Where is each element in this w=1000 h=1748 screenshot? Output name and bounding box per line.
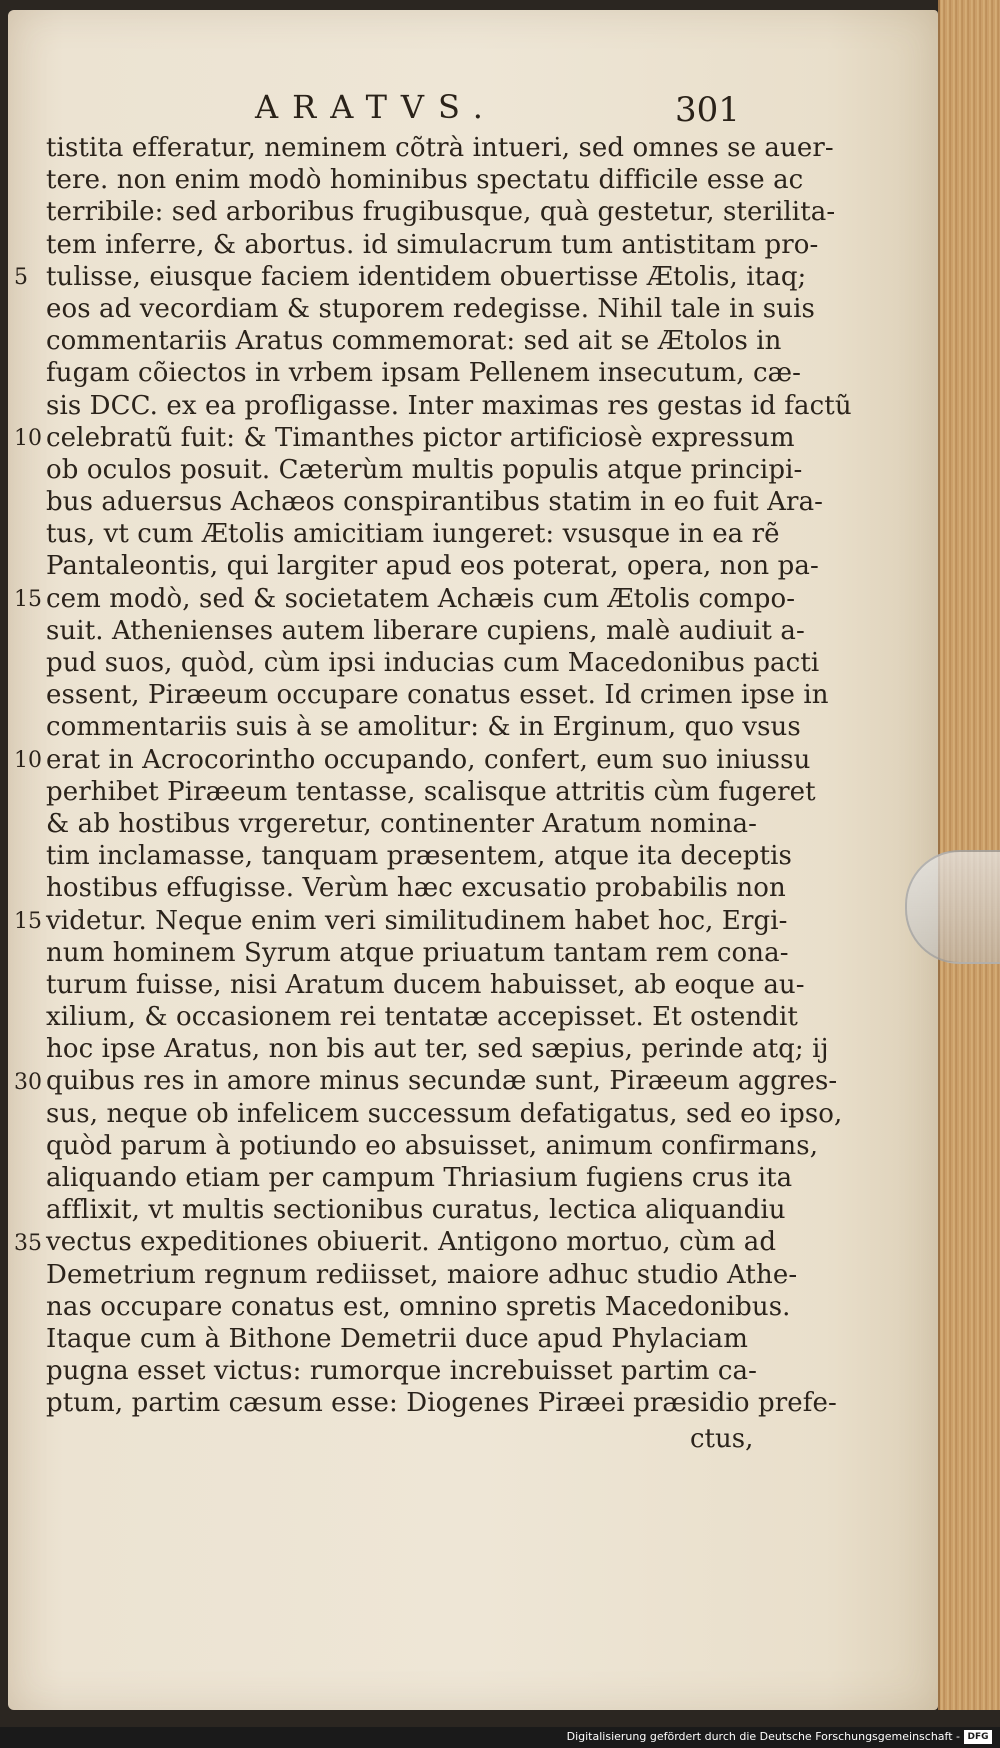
text-line: tem inferre, & abortus. id simulacrum tum antistitam pro-: [46, 229, 819, 260]
margin-number: 30: [14, 1069, 42, 1095]
text-line: & ab hostibus vrgeretur, continenter Aratum nomina-: [46, 808, 758, 839]
text-line: commentariis suis à se amolitur: & in Erginum, quo vsus: [46, 712, 801, 743]
text-line: ptum, partim cæsum esse: Diogenes Piræei præsidio prefe-: [46, 1388, 837, 1419]
text-line: sis DCC. ex ea profligasse. Inter maximas res gestas id factũ: [46, 390, 852, 421]
text-line: ob oculos posuit. Cæterùm multis populis atque principi-: [46, 454, 803, 485]
text-line: quòd parum à potiundo eo absuisset, animum confirmans,: [46, 1130, 819, 1161]
text-line: xilium, & occasionem rei tentatæ accepisset. Et ostendit: [46, 1002, 798, 1033]
text-line: fugam cõiectos in vrbem ipsam Pellenem insecutum, cæ-: [46, 358, 802, 389]
text-line: bus aduersus Achæos conspirantibus statim in eo fuit Ara-: [46, 487, 824, 518]
text-line: vectus expeditiones obiuerit. Antigono mortuo, cùm ad: [46, 1227, 777, 1258]
text-line: afflixit, vt multis sectionibus curatus, lectica aliquandiu: [46, 1195, 786, 1226]
text-line: commentariis Aratus commemorat: sed ait se Ætolos in: [46, 326, 782, 357]
text-line: cem modò, sed & societatem Achæis cum Ætolis compo-: [46, 583, 796, 614]
text-line: eos ad vecordiam & stuporem redegisse. Nihil tale in suis: [46, 293, 815, 324]
text-line: pugna esset victus: rumorque increbuisset partim ca-: [46, 1356, 758, 1387]
text-line: turum fuisse, nisi Aratum ducem habuisset, ab eoque au-: [46, 969, 805, 1000]
margin-number: 5: [14, 264, 28, 290]
page-number: 301: [675, 90, 740, 130]
text-line: hoc ipse Aratus, non bis aut ter, sed sæpius, perinde atq; ij: [46, 1034, 829, 1065]
text-line: tistita efferatur, neminem cõtrà intueri, sed omnes se auer-: [46, 133, 834, 163]
text-line: quibus res in amore minus secundæ sunt, Piræeum aggres-: [46, 1066, 838, 1097]
text-line: tulisse, eiusque faciem identidem obuertisse Ætolis, itaq;: [46, 261, 807, 292]
text-line: aliquando etiam per campum Thriasium fugiens crus ita: [46, 1163, 793, 1193]
text-line: Itaque cum à Bithone Demetrii duce apud Phylaciam: [46, 1323, 749, 1354]
text-line: videtur. Neque enim veri similitudinem habet hoc, Ergi-: [46, 905, 788, 936]
dfg-logo: DFG: [964, 1730, 992, 1744]
text-line: sus, neque ob infelicem successum defatigatus, sed eo ipso,: [46, 1098, 843, 1129]
text-line: Pantaleontis, qui largiter apud eos poterat, opera, non pa-: [46, 551, 819, 582]
catchword: ctus,: [690, 1424, 754, 1454]
text-line: hostibus effugisse. Verùm hæc excusatio probabilis non: [46, 873, 786, 904]
footer-credit: Digitalisierung gefördert durch die Deutsche Forschungsgemeinschaft -: [566, 1730, 960, 1743]
margin-number: 10: [14, 425, 42, 451]
margin-number: 10: [14, 747, 42, 773]
text-line: perhibet Piræeum tentasse, scalisque attritis cùm fugeret: [46, 776, 816, 807]
margin-number: 35: [14, 1230, 42, 1256]
text-line: celebratũ fuit: & Timanthes pictor artificiosè expressum: [46, 422, 795, 453]
body-text: [46, 132, 852, 1420]
text-line: tere. non enim modò hominibus spectatu difficile esse ac: [46, 165, 804, 196]
text-line: Demetrium regnum rediisset, maiore adhuc studio Athe-: [46, 1259, 798, 1290]
page-clip: [905, 850, 1000, 964]
text-line: tim inclamasse, tanquam præsentem, atque ita deceptis: [46, 841, 792, 872]
text-line: nas occupare conatus est, omnino spretis Macedonibus.: [46, 1291, 791, 1322]
running-head: ARATVS.: [255, 88, 497, 126]
text-line: essent, Piræeum occupare conatus esset. Id crimen ipse in: [46, 680, 829, 711]
text-line: tus, vt cum Ætolis amicitiam iungeret: vsusque in ea rẽ: [46, 519, 780, 550]
margin-number: 15: [14, 908, 42, 934]
text-line: suit. Athenienses autem liberare cupiens, malè audiuit a-: [46, 615, 805, 646]
text-line: erat in Acrocorintho occupando, confert, eum suo iniussu: [46, 744, 811, 775]
text-line: pud suos, quòd, cùm ipsi inducias cum Macedonibus pacti: [46, 648, 820, 678]
text-line: num hominem Syrum atque priuatum tantam rem cona-: [46, 937, 789, 968]
text-line: terribile: sed arboribus frugibusque, quà gestetur, sterilita-: [46, 197, 836, 228]
margin-number: 15: [14, 586, 42, 612]
